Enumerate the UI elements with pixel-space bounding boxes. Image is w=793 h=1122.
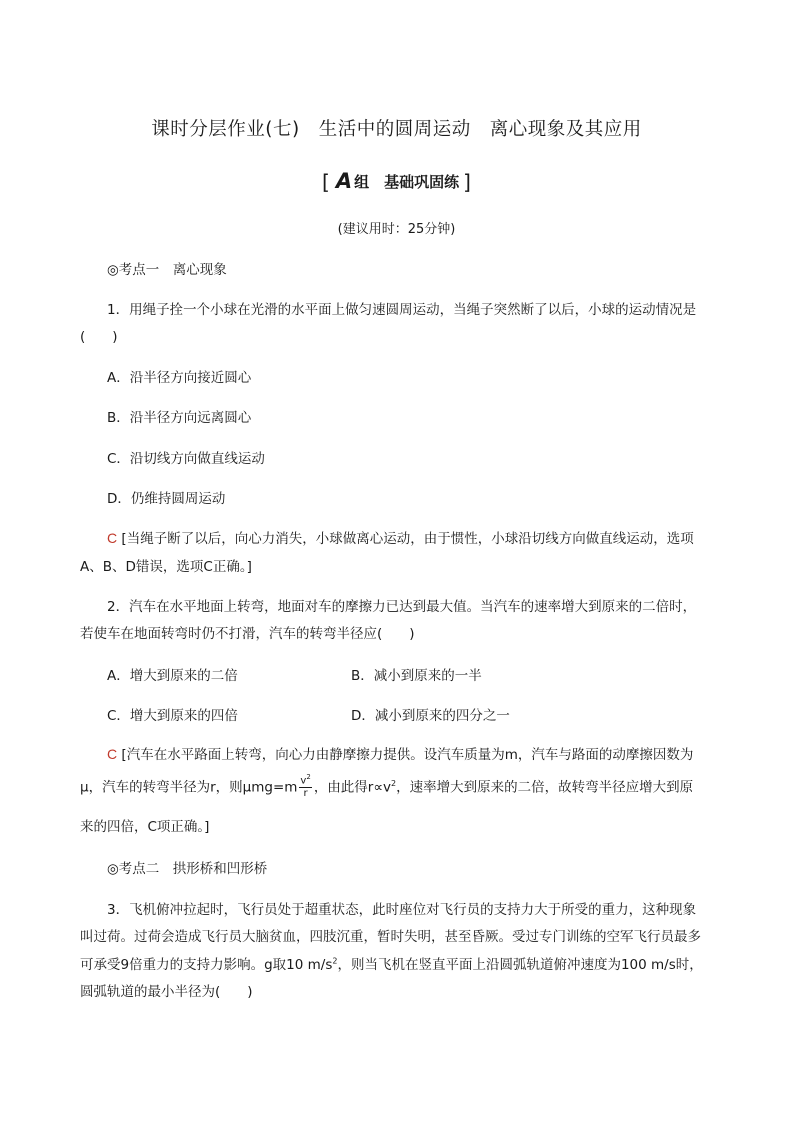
q1-stem-line-1: 1．用绳子拴一个小球在光滑的水平面上做匀速圆周运动，当绳子突然断了以后，小球的运动情况是 — [107, 302, 697, 318]
q2-stem-line-2: 若使车在地面转弯时仍不打滑，汽车的转弯半径应( ) — [80, 626, 415, 642]
q3-stem-line-4: 圆弧轨道的最小半径为( ) — [80, 984, 253, 1000]
q3-stem-line-1: 3．飞机俯冲拉起时，飞行员处于超重状态，此时座位对飞行员的支持力大于所受的重力，这种现象 — [107, 902, 697, 918]
q2-fraction-denominator: r — [303, 788, 308, 800]
q3-stem-line-3-tail: ，则当飞机在竖直平面上沿圆弧轨道俯冲速度为100 m/s时， — [337, 957, 703, 973]
q1-option-c: C．沿切线方向做直线运动 — [107, 451, 265, 467]
q1-explanation-line-2: A、B、D错误，选项C正确。] — [80, 559, 252, 575]
q2-fraction-v2-over-r — [299, 771, 311, 800]
q2-fraction-numerator-exponent: 2 — [306, 773, 311, 781]
suggested-time-note: (建议用时：25分钟) — [337, 222, 456, 237]
q1-option-b: B．沿半径方向远离圆心 — [107, 410, 252, 426]
q1-explanation-line-1 — [107, 527, 694, 547]
q2-stem-line-1: 2．汽车在水平地面上转弯，地面对车的摩擦力已达到最大值。当汽车的速率增大到原来的二倍时， — [107, 599, 697, 615]
section-heading-1: ◎考点一 离心现象 — [107, 262, 227, 278]
q2-fraction-numerator: v — [300, 775, 307, 787]
q3-unit-exponent: 2 — [332, 956, 338, 966]
q1-option-d: D．仍维持圆周运动 — [107, 491, 226, 507]
q1-option-a: A．沿半径方向接近圆心 — [107, 370, 252, 386]
q2-proportion-exponent: 2 — [391, 779, 397, 789]
q2-explanation-line-2 — [80, 773, 693, 802]
q2-option-a: A．增大到原来的二倍 — [107, 668, 238, 684]
q2-explanation-line-3: 来的四倍，C项正确。] — [80, 819, 210, 835]
q3-stem-line-2: 叫过荷。过荷会造成飞行员大脑贫血，四肢沉重，暂时失明，甚至昏厥。受过专门训练的空军飞行员最多 — [80, 929, 701, 945]
q3-stem-line-3 — [80, 953, 703, 973]
q3-stem-line-3-lead: 可承受9倍重力的支持力影响。g取10 m/s — [80, 957, 333, 973]
group-header-label: 组 基础巩固练 — [354, 173, 460, 191]
q1-stem-line-2: ( ) — [80, 329, 118, 345]
q2-explanation-line-1 — [107, 743, 693, 763]
group-header — [0, 168, 793, 192]
section-heading-2: ◎考点二 拱形桥和凹形桥 — [107, 861, 268, 877]
q2-option-c: C．增大到原来的四倍 — [107, 708, 238, 724]
q2-answer: C — [107, 746, 118, 762]
q2-option-d: D．减小到原来的四分之一 — [351, 708, 510, 724]
q2-explanation-text: [汽车在水平路面上转弯，向心力由静摩擦力提供。设汽车质量为m，汽车与路面的动摩擦因数为 — [121, 747, 694, 763]
q2-explanation-formula-lead: μ，汽车的转弯半径为r，则μmg=m — [80, 779, 298, 796]
group-header-close-bracket: ] — [463, 170, 471, 194]
page-title: 课时分层作业(七) 生活中的圆周运动 离心现象及其应用 — [151, 119, 642, 140]
q2-option-b: B．减小到原来的一半 — [351, 668, 482, 684]
q1-answer: C — [107, 530, 118, 546]
group-header-letter: A — [335, 169, 353, 193]
q2-explanation-tail: ，速率增大到原来的二倍，故转弯半径应增大到原 — [396, 779, 694, 796]
group-header-open-bracket: [ — [322, 170, 330, 194]
q2-explanation-proportion: ，由此得r∝v — [313, 779, 391, 796]
q1-explanation-text: [当绳子断了以后，向心力消失，小球做离心运动，由于惯性，小球沿切线方向做直线运动，选项 — [121, 531, 694, 547]
